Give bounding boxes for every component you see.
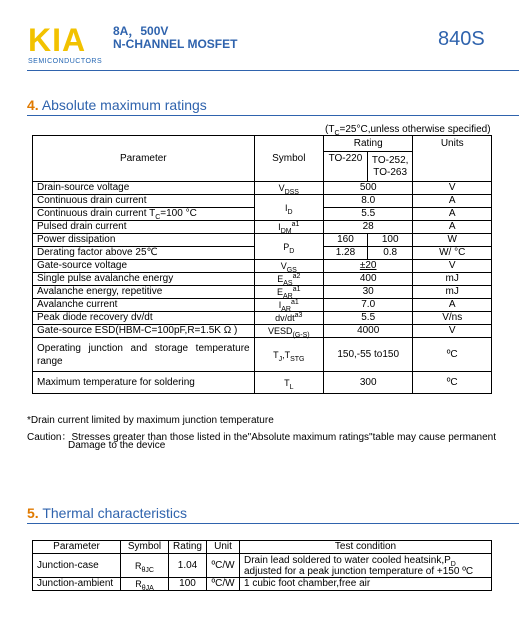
symbol-cell: $I_D$ bbox=[254, 195, 323, 221]
rating-cell: 100 bbox=[169, 578, 207, 591]
header-units: Units bbox=[413, 136, 492, 182]
header-cell: Rating bbox=[169, 541, 207, 554]
symbol-cell: $I_{DM}^{a1}$ bbox=[254, 221, 323, 234]
param-cell: Avalanche current bbox=[33, 299, 255, 312]
table-row bbox=[33, 325, 492, 338]
company-logo: KIA bbox=[28, 22, 87, 58]
unit-cell: ºC bbox=[413, 338, 492, 372]
section4-heading: 4. Absolute maximum ratings bbox=[27, 97, 207, 113]
table-row bbox=[33, 578, 492, 591]
rating-cell: 5.5 bbox=[323, 208, 412, 221]
unit-cell: A bbox=[413, 299, 492, 312]
symbol-cell: $P_D$ bbox=[254, 234, 323, 260]
table-row bbox=[33, 372, 492, 394]
section5-divider bbox=[27, 523, 519, 524]
param-cell: Drain-source voltage bbox=[33, 182, 255, 195]
symbol-cell: $R_{\theta JC}$ bbox=[121, 554, 169, 578]
unit-cell: V bbox=[413, 325, 492, 338]
header-cell: Symbol bbox=[121, 541, 169, 554]
table-row bbox=[33, 299, 492, 312]
symbol-cell: $T_J,T_{STG}$ bbox=[254, 338, 323, 372]
unit-cell: ºC/W bbox=[207, 554, 240, 578]
param-cell: Continuous drain current $T_C=100$ °C bbox=[33, 208, 255, 221]
section4-divider bbox=[27, 115, 519, 116]
header-cell: Parameter bbox=[33, 541, 121, 554]
header-cell: Test condition bbox=[240, 541, 492, 554]
table-row bbox=[33, 286, 492, 299]
condition-cell: 1 cubic foot chamber,free air bbox=[240, 578, 492, 591]
param-cell: Junction-case bbox=[33, 554, 121, 578]
param-cell: Maximum temperature for soldering bbox=[33, 372, 255, 394]
company-name: SEMICONDUCTORS bbox=[28, 58, 103, 65]
rating-cell: 100 bbox=[367, 234, 413, 247]
spec-rating: 8A，500V bbox=[113, 24, 169, 38]
rating-cell: ±20 bbox=[323, 260, 412, 273]
unit-cell: V bbox=[413, 182, 492, 195]
param-cell: Gate-source voltage bbox=[33, 260, 255, 273]
unit-cell: mJ bbox=[413, 273, 492, 286]
symbol-cell: $dv/dt^{a3}$ bbox=[254, 312, 323, 325]
symbol-cell: $E_{AS}^{a2}$ bbox=[254, 273, 323, 286]
param-cell: Gate-source ESD(HBM-C=100pF,R=1.5K Ω ) bbox=[33, 325, 255, 338]
unit-cell: ºC bbox=[413, 372, 492, 394]
unit-cell: ºC/W bbox=[207, 578, 240, 591]
symbol-cell: $I_{AR}^{a1}$ bbox=[254, 299, 323, 312]
table-header-row bbox=[33, 136, 492, 152]
header-cell: Unit bbox=[207, 541, 240, 554]
rating-cell: 400 bbox=[323, 273, 412, 286]
table-row bbox=[33, 338, 492, 372]
symbol-cell: $E_{AR}^{a1}$ bbox=[254, 286, 323, 299]
table-row bbox=[33, 234, 492, 247]
symbol-cell: $R_{\theta JA}$ bbox=[121, 578, 169, 591]
rating-cell: 1.04 bbox=[169, 554, 207, 578]
table-header-row bbox=[33, 541, 492, 554]
param-cell: Continuous drain current bbox=[33, 195, 255, 208]
rating-cell: 7.0 bbox=[323, 299, 412, 312]
symbol-cell: $VESD_{(G-S)}$ bbox=[254, 325, 323, 338]
note-caution: Caution：Stresses greater than those listed in the"Absolute maximum ratings"table may cause permanent bbox=[27, 432, 497, 443]
rating-cell: 1.28 bbox=[323, 247, 367, 260]
header-parameter: Parameter bbox=[33, 136, 255, 182]
absolute-ratings-table bbox=[32, 135, 492, 394]
unit-cell: A bbox=[413, 208, 492, 221]
rating-cell: 8.0 bbox=[323, 195, 412, 208]
rating-cell: 150,-55 to150 bbox=[323, 338, 412, 372]
param-cell: Derating factor above 25℃ bbox=[33, 247, 255, 260]
thermal-table bbox=[32, 540, 492, 591]
rating-cell: 4000 bbox=[323, 325, 412, 338]
unit-cell: A bbox=[413, 195, 492, 208]
part-number: 840S bbox=[438, 28, 485, 50]
param-cell: Operating junction and storage temperature range bbox=[33, 338, 255, 372]
table-row bbox=[33, 195, 492, 208]
section5-heading: 5. Thermal characteristics bbox=[27, 505, 188, 521]
table-row bbox=[33, 260, 492, 273]
symbol-cell: $V_{GS}$ bbox=[254, 260, 323, 273]
rating-cell: 28 bbox=[323, 221, 412, 234]
header-pkg-to220: TO-220 bbox=[323, 152, 367, 182]
param-cell: Junction-ambient bbox=[33, 578, 121, 591]
header-rating: Rating bbox=[323, 136, 412, 152]
unit-cell: mJ bbox=[413, 286, 492, 299]
condition-cell: Drain lead soldered to water cooled $heatsink,P_D$ adjusted for a peak junction temperature of +150 ºC bbox=[240, 554, 492, 578]
symbol-cell: $T_L$ bbox=[254, 372, 323, 394]
param-cell: Avalanche energy, repetitive bbox=[33, 286, 255, 299]
table-row bbox=[33, 554, 492, 578]
unit-cell: V/ns bbox=[413, 312, 492, 325]
table-row bbox=[33, 182, 492, 195]
rating-cell: 160 bbox=[323, 234, 367, 247]
rating-cell: 5.5 bbox=[323, 312, 412, 325]
ratings-condition: ($T_C=25^\circ C,unless$ otherwise specified) bbox=[325, 124, 491, 137]
unit-cell: V bbox=[413, 260, 492, 273]
rating-cell: 0.8 bbox=[367, 247, 413, 260]
symbol-cell: $V_{DSS}$ bbox=[254, 182, 323, 195]
header-divider bbox=[27, 70, 519, 71]
spec-type: N-CHANNEL MOSFET bbox=[113, 37, 238, 51]
rating-cell: 500 bbox=[323, 182, 412, 195]
unit-cell: W/ °C bbox=[413, 247, 492, 260]
table-row bbox=[33, 221, 492, 234]
param-cell: Single pulse avalanche energy bbox=[33, 273, 255, 286]
unit-cell: A bbox=[413, 221, 492, 234]
param-cell: Power dissipation bbox=[33, 234, 255, 247]
unit-cell: W bbox=[413, 234, 492, 247]
rating-cell: 30 bbox=[323, 286, 412, 299]
header-symbol: Symbol bbox=[254, 136, 323, 182]
param-cell: Peak diode recovery dv/dt bbox=[33, 312, 255, 325]
table-row bbox=[33, 312, 492, 325]
header-pkg-to252: TO-252, TO-263 bbox=[367, 152, 413, 182]
rating-cell: 300 bbox=[323, 372, 412, 394]
table-row bbox=[33, 273, 492, 286]
note-drain-current: *Drain current limited by maximum junction temperature bbox=[27, 415, 274, 426]
param-cell: Pulsed drain current bbox=[33, 221, 255, 234]
note-caution-cont: Damage to the device bbox=[68, 440, 166, 451]
